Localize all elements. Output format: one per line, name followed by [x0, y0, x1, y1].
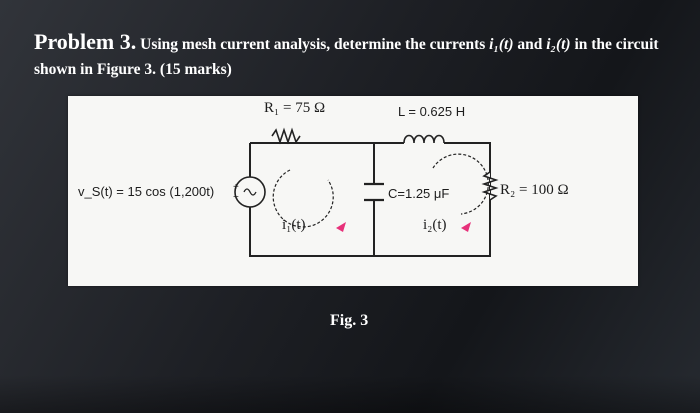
r2-label: R₂ = 100 Ω: [500, 182, 569, 198]
source-label: v_S(t) = 15 cos (1,200t): [78, 184, 215, 199]
problem-statement: [34, 30, 684, 82]
resistor-r2-symbol: [484, 172, 496, 200]
photo-shadow: [0, 375, 700, 413]
inductor-label: L = 0.625 H: [398, 104, 466, 119]
mesh2-arrow: [433, 154, 488, 214]
current-i1-text: i₁(t): [489, 36, 514, 53]
source-minus: −: [233, 192, 239, 203]
mesh1-label: i₁(t): [282, 217, 306, 233]
problem-text-before: Using mesh current analysis, determine the currents: [136, 36, 490, 53]
current-i2-text: i₂(t): [546, 36, 571, 53]
mesh2-label: i₂(t): [423, 217, 447, 233]
circuit-figure: [68, 96, 638, 286]
resistor-r1-symbol: [272, 130, 300, 142]
inductor-l-symbol: [404, 136, 444, 144]
problem-heading: Problem 3.: [34, 29, 137, 54]
capacitor-c-symbol: [364, 184, 384, 200]
problem-text-after: in the circuit shown in Figure 3.: [34, 36, 659, 78]
problem-marks: (15 marks): [159, 61, 232, 78]
capacitor-label: C=1.25 μF: [388, 186, 450, 201]
figure-caption: Fig. 3: [330, 312, 369, 329]
mesh1-arrowhead-icon: [336, 222, 346, 232]
r1-label: R₁ = 75 Ω: [264, 100, 326, 116]
source-plus: +: [233, 182, 239, 193]
mesh2-arrowhead-icon: [461, 222, 471, 232]
problem-text-and: and: [513, 36, 547, 53]
